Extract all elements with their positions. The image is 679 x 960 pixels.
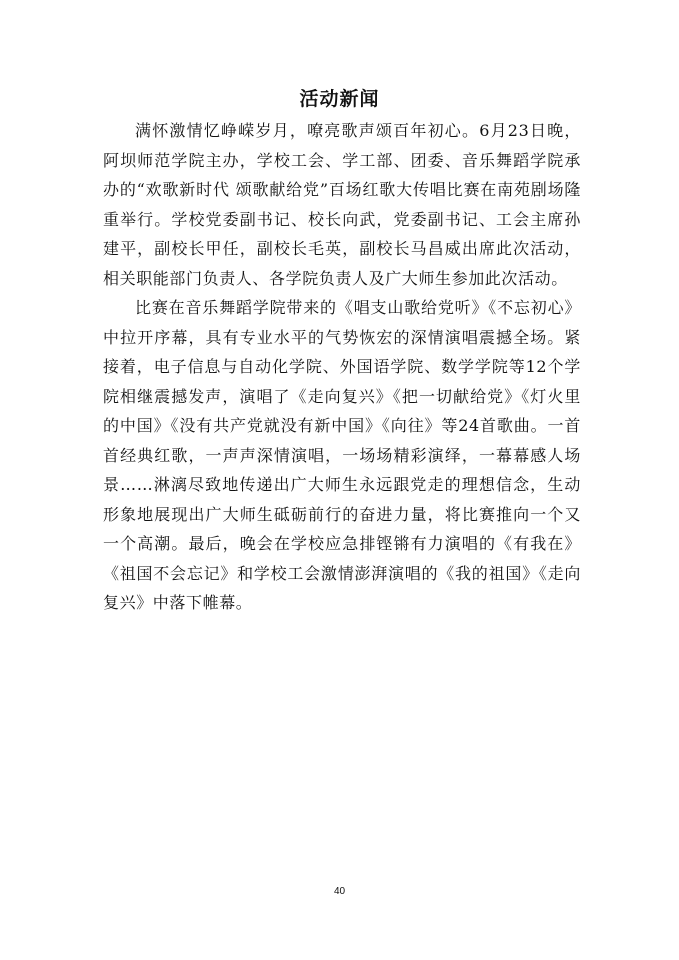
page-title: 活动新闻: [299, 88, 380, 110]
paragraph-2: 比赛在音乐舞蹈学院带来的《唱支山歌给党听》《不忘初心》中拉开序幕，具有专业水平的气势恢宏的深情演唱震撼全场。紧接着，电子信息与自动化学院、外国语学院、数学学院等12个学院相继震撼发声，演唱了《走向复兴》《把一切献给党》《灯火里的中国》《没有共产党就没有新中国》《向往》等24首歌曲。一首首经典红歌，一声声深情演唱，一场场精彩演绎，一幕幕感人场景……淋漓尽致地传递出广大师生永远跟党走的理想信念，生动形象地展现出广大师生砥砺前行的奋进力量，将比赛推向一个又一个高潮。最后，晚会在学校应急排铿锵有力演唱的《有我在》《祖国不会忘记》和学校工会激情澎湃演唱的《我的祖国》《走向复兴》中落下帷幕。: [103, 298, 581, 612]
page-number: 40: [333, 886, 346, 897]
paragraph-1: 满怀激情忆峥嵘岁月，嘹亮歌声颂百年初心。6月23日晚，阿坝师范学院主办，学校工会、学工部、团委、音乐舞蹈学院承办的“欢歌新时代 颂歌献给党”百场红歌大传唱比赛在南苑剧场隆重举行。学校党委副书记、校长向武，党委副书记、工会主席孙建平，副校长甲任，副校长毛英，副校长马昌威出席此次活动，相关职能部门负责人、各学院负责人及广大师生参加此次活动。: [103, 121, 581, 288]
article-body: [103, 116, 581, 618]
